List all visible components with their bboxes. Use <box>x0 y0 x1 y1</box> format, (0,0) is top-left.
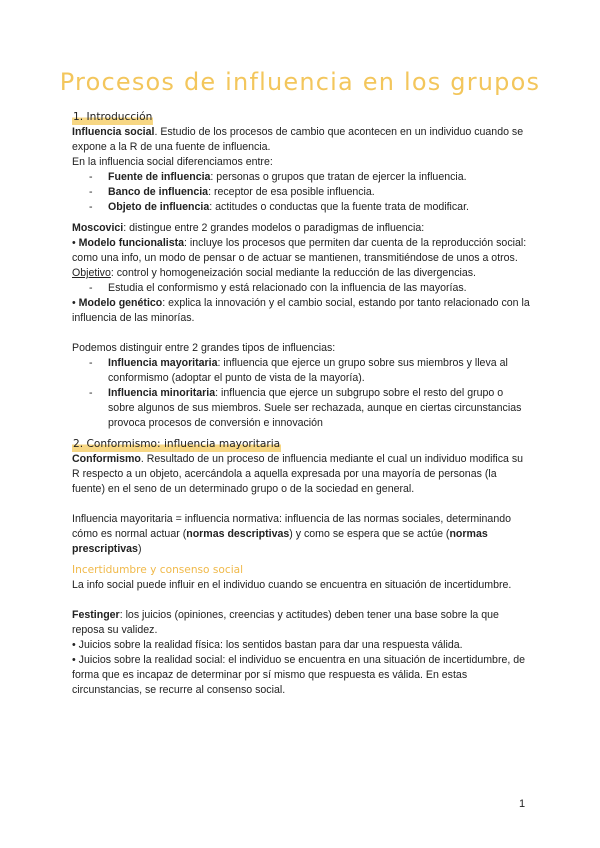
term-normas-prescriptivas: normas prescriptivas <box>72 528 488 555</box>
norm-text-c: ) <box>137 543 142 555</box>
func-text: : incluye los procesos que permiten dar cuenta de la reproducción social: como una info, un modo de pensar o de actuar se mantienen, transmitiéndose de unos a otros. <box>72 237 527 264</box>
def-text: . Estudio de los procesos de cambio que acontecen en un individuo cuando se expone a la R de una fuente de influencia. <box>72 126 524 153</box>
norm-text-b: ) y como se espera que se actúe ( <box>289 528 450 540</box>
paragraph-juicio-social: • Juicios sobre la realidad social: el individuo se encuentra en una situación de incertidumbre, de forma que es incapaz de determinar por sí mismo que respuesta es válida. En estas circunstancias, se recurre al consenso social. <box>72 654 526 696</box>
list-text: : receptor de esa posible influencia. <box>208 186 375 198</box>
bullet-mark: • <box>72 237 76 249</box>
paragraph-intro: En la influencia social diferenciamos entre: <box>72 156 273 168</box>
list-text: Estudia el conformismo y está relacionado con la influencia de las mayorías. <box>108 282 467 294</box>
conf-text: . Resultado de un proceso de influencia mediante el cual un individuo modifica su R respecto a un objeto, acercándola a aquella expresada por una mayoría de personas (la fuente) en el seno de un determinado grupo o de la sociedad en general. <box>72 453 524 495</box>
document-body <box>72 110 532 698</box>
term-modelo-funcionalista: Modelo funcionalista <box>78 237 185 249</box>
func-obj-text: : control y homogeneización social mediante la reducción de las divergencias. <box>110 267 476 279</box>
term-modelo-genetico: Modelo genético <box>78 297 163 309</box>
fest-text: : los juicios (opiniones, creencias y actitudes) deben tener una base sobre la que reposa su validez. <box>72 609 499 636</box>
paragraph-tipos-influencia: Podemos distinguir entre 2 grandes tipos de influencias: <box>72 342 336 354</box>
dash-mark: - <box>89 282 93 294</box>
list-item <box>89 185 532 200</box>
list-term: Influencia minoritaria <box>108 387 216 399</box>
term-moscovici: Moscovici <box>72 222 124 234</box>
bullet-mark: • <box>72 297 76 309</box>
influence-types-list <box>72 356 532 431</box>
list-item <box>89 281 532 296</box>
list-term: Influencia mayoritaria <box>108 357 218 369</box>
list-term: Objeto de influencia <box>108 201 210 213</box>
funcionalista-sublist <box>72 281 532 296</box>
list-text: : personas o grupos que tratan de ejercer la influencia. <box>210 171 467 183</box>
mosc-text: : distingue entre 2 grandes modelos o paradigmas de influencia: <box>123 222 425 234</box>
section-heading-introduccion: 1. Introducción <box>73 111 153 123</box>
page-title: Procesos de influencia en los grupos <box>59 68 541 96</box>
gen-text: : explica la innovación y el cambio social, estando por tanto relacionado con la influencia de las minorías. <box>72 297 530 324</box>
list-text: : actitudes o conductas que la fuente trata de modificar. <box>209 201 469 213</box>
dash-mark: - <box>89 186 93 198</box>
list-term: Fuente de influencia <box>108 171 211 183</box>
list-text: : influencia que ejerce un subgrupo sobre el resto del grupo o sobre algunos de sus miembros. Suele ser rechazada, aunque en ciertas circunstancias provoca procesos de conversión e innovación <box>108 387 522 429</box>
paragraph-modelo-funcionalista <box>72 236 532 281</box>
section-heading-conformismo: 2. Conformismo: influencia mayoritaria <box>73 438 281 450</box>
paragraph-modelo-genetico <box>72 296 532 326</box>
term-objetivo: Objetivo <box>72 267 111 279</box>
term-influencia-social: Influencia social <box>72 126 155 138</box>
term-normas-descriptivas: normas descriptivas <box>186 528 290 540</box>
list-text: : influencia que ejerce un grupo sobre sus miembros y lleva al conformismo (adoptar el punto de vista de la mayoría). <box>108 357 508 384</box>
paragraph-moscovici <box>72 221 532 236</box>
paragraph-influencia-normativa <box>72 512 532 557</box>
subsection-heading-incertidumbre: Incertidumbre y consenso social <box>72 564 244 576</box>
paragraph-conformismo <box>72 452 532 497</box>
dash-mark: - <box>89 387 93 399</box>
list-item <box>89 356 532 386</box>
list-item <box>89 200 532 215</box>
dash-mark: - <box>89 201 93 213</box>
influence-elements-list <box>72 170 532 215</box>
list-term: Banco de influencia <box>108 186 209 198</box>
paragraph-influencia-social <box>72 125 532 155</box>
paragraph-juicio-fisica: • Juicios sobre la realidad física: los sentidos bastan para dar una respuesta válida. <box>72 639 463 651</box>
dash-mark: - <box>89 357 93 369</box>
dash-mark: - <box>89 171 93 183</box>
page-number: 1 <box>519 798 526 810</box>
paragraph-festinger <box>72 608 532 638</box>
norm-text-a: Influencia mayoritaria = influencia normativa: influencia de las normas sociales, determinando cómo es normal actuar ( <box>72 513 511 540</box>
paragraph-info-social: La info social puede influir en el individuo cuando se encuentra en situación de incertidumbre. <box>72 579 512 591</box>
list-item <box>89 170 532 185</box>
term-festinger: Festinger <box>72 609 120 621</box>
term-conformismo: Conformismo <box>72 453 141 465</box>
list-item <box>89 386 532 431</box>
